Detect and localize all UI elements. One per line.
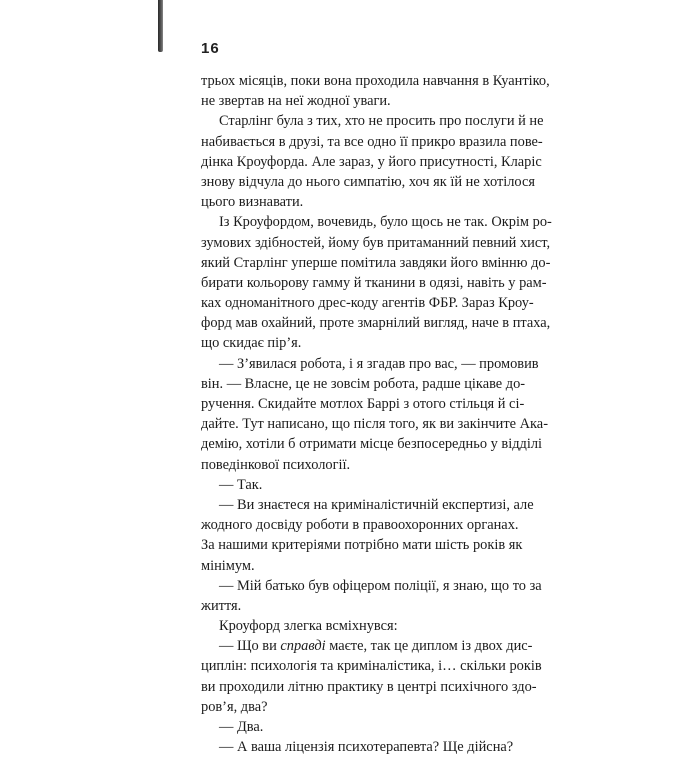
- text-segment: — Що ви: [219, 638, 281, 655]
- text-line: не звертав на неї жодної уваги.: [201, 93, 391, 110]
- text-line: який Старлінг уперше помітила завдяки його вмінню до-: [201, 254, 551, 271]
- text-line: — Два.: [219, 719, 264, 735]
- text-line: форд мав охайний, проте змарнілий вигляд, наче в птаха,: [201, 315, 551, 332]
- text-line: — Так.: [219, 476, 263, 493]
- text-line: ручення. Скидайте мотлох Баррі з отого стільця й сі-: [201, 396, 525, 412]
- text-segment: маєте, так це диплом із двох дис-: [325, 638, 533, 655]
- text-line: — А ваша ліцензія психотерапевта? Ще дійсна?: [219, 739, 514, 756]
- body-text: [201, 71, 552, 757]
- text-line: демію, хотіли б отримати місце безпосередньо у відділі: [201, 436, 543, 453]
- text-line: — Мій батько був офіцером поліції, я знаю, що то за: [219, 577, 542, 594]
- emphasized-word: справді: [280, 638, 326, 655]
- text-line: Старлінг була з тих, хто не просить про послуги й не: [219, 113, 544, 130]
- text-line: знову відчула до нього симпатію, хоч як їй не хотілося: [201, 173, 535, 190]
- text-line: зумових здібностей, йому був притаманний певний хист,: [201, 234, 551, 251]
- text-line: дайте. Тут написано, що після того, як ви закінчите Ака-: [201, 416, 548, 433]
- text-line: Кроуфорд злегка всміхнувся:: [219, 618, 398, 635]
- text-line: життя.: [201, 597, 242, 614]
- page-edge-shadow: [158, 0, 163, 52]
- text-line: ви проходили літню практику в центрі психічного здо-: [201, 678, 537, 695]
- text-line: що скидає пір’я.: [201, 335, 302, 352]
- text-line: жодного досвіду роботи в правоохоронних органах.: [201, 517, 519, 534]
- text-line: поведінкової психології.: [201, 456, 351, 473]
- text-line: Із Кроуфордом, вочевидь, було щось не так. Окрім ро-: [219, 214, 552, 231]
- text-line: набивається в друзі, та все одно її прикро вразила пове-: [201, 133, 543, 150]
- text-line: [201, 636, 533, 656]
- text-line: — Ви знаєтеся на криміналістичній експертизі, але: [219, 496, 534, 513]
- text-line: ках одноманітного дрес-коду агентів ФБР. Зараз Кроу-: [201, 295, 534, 312]
- text-line: дінка Кроуфорда. Але зараз, у його присутності, Кларіс: [201, 153, 542, 170]
- text-line: мінімум.: [201, 557, 255, 574]
- text-line: циплін: психологія та криміналістика, і… скільки років: [201, 658, 542, 675]
- text-line: бирати кольорову гамму й тканини в одязі, навіть у рам-: [201, 274, 547, 291]
- text-line: ров’я, два?: [201, 698, 268, 715]
- text-line: трьох місяців, поки вона проходила навчання в Куантіко,: [201, 73, 550, 89]
- page-number: 16: [201, 40, 220, 57]
- text-line: — З’явилася робота, і я згадав про вас, — промовив: [219, 355, 539, 372]
- text-line: цього визнавати.: [201, 194, 304, 211]
- text-line: За нашими критеріями потрібно мати шість років як: [201, 537, 523, 554]
- text-line: він. — Власне, це не зовсім робота, радше цікаве до-: [201, 375, 526, 392]
